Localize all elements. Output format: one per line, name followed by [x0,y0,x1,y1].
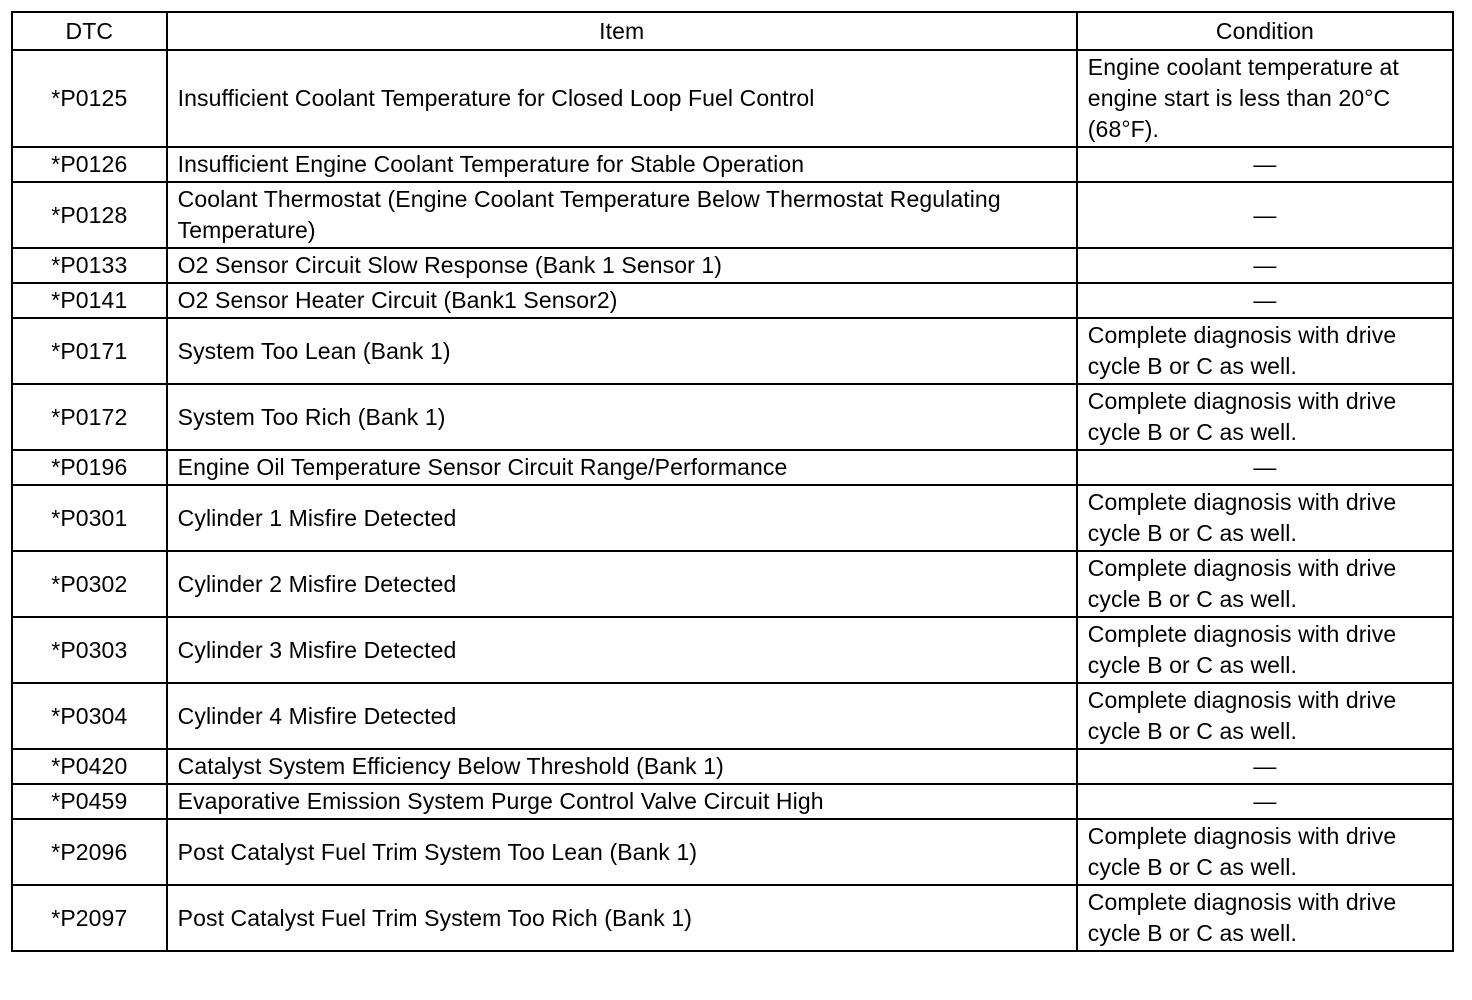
condition-cell: Complete diagnosis with drive cycle B or C as well. [1077,384,1453,450]
dtc-cell: *P0459 [12,784,167,819]
dtc-cell: *P0126 [12,147,167,182]
dtc-cell: *P0420 [12,749,167,784]
condition-cell: — [1077,283,1453,318]
condition-cell: Complete diagnosis with drive cycle B or C as well. [1077,485,1453,551]
condition-cell: — [1077,749,1453,784]
item-cell: Evaporative Emission System Purge Control Valve Circuit High [167,784,1077,819]
table-row [12,182,1453,248]
dtc-cell: *P0128 [12,182,167,248]
item-cell: Coolant Thermostat (Engine Coolant Temperature Below Thermostat Regulating Temperature) [167,182,1077,248]
table-row [12,683,1453,749]
condition-cell: Complete diagnosis with drive cycle B or C as well. [1077,819,1453,885]
item-cell: Engine Oil Temperature Sensor Circuit Range/Performance [167,450,1077,485]
condition-cell: — [1077,784,1453,819]
dtc-cell: *P0125 [12,50,167,147]
condition-cell: Complete diagnosis with drive cycle B or C as well. [1077,318,1453,384]
table-row [12,784,1453,819]
table-row [12,147,1453,182]
condition-cell: Complete diagnosis with drive cycle B or C as well. [1077,551,1453,617]
table-row [12,450,1453,485]
table-row [12,819,1453,885]
table-row [12,749,1453,784]
dtc-cell: *P0141 [12,283,167,318]
item-cell: Cylinder 3 Misfire Detected [167,617,1077,683]
table-header [12,12,1453,50]
dtc-cell: *P0304 [12,683,167,749]
item-cell: Cylinder 4 Misfire Detected [167,683,1077,749]
item-cell: O2 Sensor Circuit Slow Response (Bank 1 Sensor 1) [167,248,1077,283]
condition-cell: Engine coolant temperature at engine start is less than 20°C (68°F). [1077,50,1453,147]
dtc-cell: *P0133 [12,248,167,283]
condition-cell: — [1077,450,1453,485]
table-row [12,50,1453,147]
dtc-cell: *P0302 [12,551,167,617]
table-body [12,50,1453,951]
header-row [12,12,1453,50]
dtc-cell: *P2096 [12,819,167,885]
table-row [12,485,1453,551]
item-cell: Catalyst System Efficiency Below Threshold (Bank 1) [167,749,1077,784]
dtc-cell: *P0171 [12,318,167,384]
condition-cell: Complete diagnosis with drive cycle B or C as well. [1077,683,1453,749]
item-cell: Cylinder 2 Misfire Detected [167,551,1077,617]
item-cell: Post Catalyst Fuel Trim System Too Lean (Bank 1) [167,819,1077,885]
item-cell: Cylinder 1 Misfire Detected [167,485,1077,551]
table-row [12,318,1453,384]
table-row [12,617,1453,683]
table-row [12,248,1453,283]
condition-cell: — [1077,182,1453,248]
condition-cell: Complete diagnosis with drive cycle B or C as well. [1077,617,1453,683]
dtc-cell: *P0301 [12,485,167,551]
header-dtc: DTC [12,12,167,50]
item-cell: Insufficient Coolant Temperature for Closed Loop Fuel Control [167,50,1077,147]
item-cell: Post Catalyst Fuel Trim System Too Rich (Bank 1) [167,885,1077,951]
dtc-cell: *P2097 [12,885,167,951]
table-row [12,885,1453,951]
condition-cell: — [1077,248,1453,283]
condition-cell: — [1077,147,1453,182]
header-item: Item [167,12,1077,50]
table-row [12,551,1453,617]
item-cell: Insufficient Engine Coolant Temperature for Stable Operation [167,147,1077,182]
dtc-cell: *P0303 [12,617,167,683]
condition-cell: Complete diagnosis with drive cycle B or C as well. [1077,885,1453,951]
table-row [12,384,1453,450]
item-cell: O2 Sensor Heater Circuit (Bank1 Sensor2) [167,283,1077,318]
dtc-table [11,11,1454,952]
item-cell: System Too Lean (Bank 1) [167,318,1077,384]
header-condition: Condition [1077,12,1453,50]
table-row [12,283,1453,318]
item-cell: System Too Rich (Bank 1) [167,384,1077,450]
dtc-cell: *P0196 [12,450,167,485]
dtc-cell: *P0172 [12,384,167,450]
